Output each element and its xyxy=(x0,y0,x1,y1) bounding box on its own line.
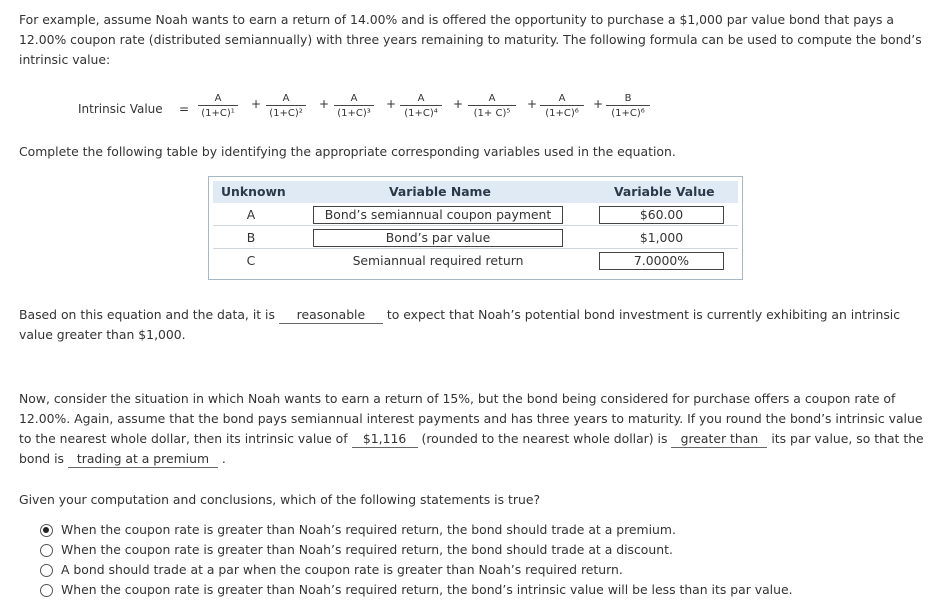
term-denominator: (1+C)² xyxy=(266,105,306,120)
option-item[interactable] xyxy=(40,560,793,580)
conclusion-text-before: Based on this equation and the data, it is xyxy=(19,307,275,322)
formula-equals: = xyxy=(179,102,190,116)
term-denominator: (1+C)⁶ xyxy=(606,105,650,120)
intro-paragraph: For example, assume Noah wants to earn a return of 14.00% and is offered the opportunity to purchase a $1,000 par value bond that pays a 12.00% coupon rate (distributed semiannually) with three years remaining to maturity. The following formula can be used to compute the bond’s intrinsic value: xyxy=(19,12,922,67)
formula-term xyxy=(468,92,516,120)
option-label: When the coupon rate is greater than Noah’s required return, the bond should trade at a discount. xyxy=(61,542,673,557)
variable-value-input[interactable]: 7.0000% xyxy=(599,252,724,270)
term-numerator: A xyxy=(558,93,566,104)
variable-name-select[interactable]: Bond’s par value xyxy=(313,229,563,247)
table-row xyxy=(213,249,738,272)
plus-sign: + xyxy=(593,97,604,111)
term-denominator: (1+C)⁴ xyxy=(400,105,442,120)
variables-table xyxy=(208,176,743,280)
plus-sign: + xyxy=(527,97,538,111)
table-row xyxy=(213,203,738,226)
option-label: When the coupon rate is greater than Noah’s required return, the bond’s intrinsic value will be less than its par value. xyxy=(61,582,793,597)
option-item[interactable] xyxy=(40,580,793,600)
formula-term xyxy=(334,92,374,120)
header-unknown: Unknown xyxy=(221,184,286,199)
comparison-dropdown[interactable]: greater than xyxy=(671,430,767,448)
radio-icon[interactable] xyxy=(40,564,53,577)
option-label: When the coupon rate is greater than Noah’s required return, the bond should trade at a premium. xyxy=(61,522,676,537)
option-label: A bond should trade at a par when the coupon rate is greater than Noah’s required return. xyxy=(61,562,623,577)
option-item[interactable] xyxy=(40,520,793,540)
plus-sign: + xyxy=(453,97,464,111)
conclusion-text-after: to expect that Noah’s potential bond investment is currently exhibiting an intrinsic value greater than $1,000. xyxy=(19,307,901,342)
term-numerator: A xyxy=(282,93,290,104)
scenario-text-1: Now, consider the situation in which Noah wants to earn a return of 15%, but the bond being considered for purchase offers a coupon rate of 12.00%. Again, assume that the bond pays semiannual interest payments and has three years to maturity. If you round the bond’s intrinsic value to the nearest whole dollar, then its intrinsic value of xyxy=(19,391,923,446)
radio-selected-icon[interactable] xyxy=(40,524,53,537)
option-item[interactable] xyxy=(40,540,793,560)
cell-unknown: B xyxy=(246,230,256,245)
trading-dropdown[interactable]: trading at a premium xyxy=(68,450,218,468)
term-denominator: (1+C)³ xyxy=(334,105,374,120)
term-numerator: A xyxy=(214,93,222,104)
table-header xyxy=(213,181,738,203)
table-row xyxy=(213,226,738,249)
term-numerator: A xyxy=(350,93,358,104)
term-denominator: (1+C)¹ xyxy=(198,105,238,120)
formula-term xyxy=(266,92,306,120)
intrinsic-value-formula xyxy=(78,88,678,128)
reasonableness-dropdown[interactable]: reasonable xyxy=(279,306,383,324)
variable-value-input[interactable]: $60.00 xyxy=(599,206,724,224)
intrinsic-value-input[interactable]: $1,116 xyxy=(352,430,418,448)
variable-name: Semiannual required return xyxy=(352,253,524,268)
term-denominator: (1+C)⁶ xyxy=(540,105,584,120)
cell-unknown: C xyxy=(246,253,256,268)
plus-sign: + xyxy=(251,97,262,111)
header-variable-value: Variable Value xyxy=(614,184,715,199)
variable-name-select[interactable]: Bond’s semiannual coupon payment xyxy=(313,206,563,224)
cell-unknown: A xyxy=(246,207,256,222)
scenario-text-3: its par value, so that the bond is xyxy=(19,431,924,466)
formula-term xyxy=(198,92,238,120)
variable-value: $1,000 xyxy=(639,230,684,245)
term-numerator: A xyxy=(488,93,496,104)
formula-label: Intrinsic Value xyxy=(78,102,163,116)
question-text: Given your computation and conclusions, which of the following statements is true? xyxy=(19,492,541,507)
answer-options xyxy=(40,520,793,600)
table-prompt: Complete the following table by identifying the appropriate corresponding variables used in the equation. xyxy=(19,144,676,159)
formula-term xyxy=(540,92,584,120)
conclusion-paragraph xyxy=(19,305,931,345)
radio-icon[interactable] xyxy=(40,584,53,597)
header-variable-name: Variable Name xyxy=(389,184,491,199)
plus-sign: + xyxy=(386,97,397,111)
scenario-text-end: . xyxy=(221,451,226,466)
formula-term xyxy=(606,92,650,120)
plus-sign: + xyxy=(319,97,330,111)
term-denominator: (1+ C)⁵ xyxy=(468,105,516,120)
term-numerator: A xyxy=(417,93,425,104)
term-numerator: B xyxy=(624,93,632,104)
formula-term xyxy=(400,92,442,120)
radio-icon[interactable] xyxy=(40,544,53,557)
scenario-paragraph xyxy=(19,389,931,469)
scenario-text-2: (rounded to the nearest whole dollar) is xyxy=(421,431,668,446)
